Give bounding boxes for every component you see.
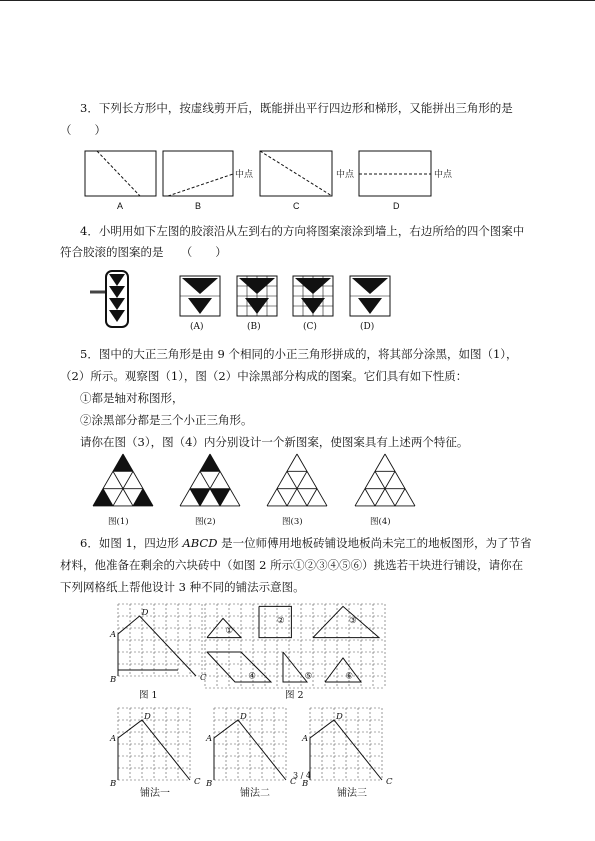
vertex-b: B bbox=[110, 779, 117, 789]
vertex-d: D bbox=[141, 608, 149, 618]
dashed-grid bbox=[118, 708, 190, 780]
q3-mark: 中点 bbox=[336, 169, 355, 179]
q5-line3: 请你在图（3），图（4）内分别设计一个新图案，使图案具有上述两个特征。 bbox=[80, 435, 469, 449]
vertex-c: C bbox=[200, 673, 207, 683]
q4-line2: 符合胶滚的图案的是 （ ） bbox=[60, 245, 227, 259]
q6-line1 bbox=[80, 536, 532, 551]
q6-method1-caption: 铺法一 bbox=[140, 788, 170, 799]
top-border bbox=[0, 0, 595, 1]
q4-option-tile bbox=[237, 276, 277, 316]
q4-option-label-a: (A) bbox=[190, 322, 204, 332]
q3-option-b bbox=[163, 151, 254, 211]
q3-option-c bbox=[260, 151, 355, 211]
q6-fig1-caption: 图 1 bbox=[139, 690, 158, 701]
vertex-d: D bbox=[336, 712, 343, 722]
q3-letter: B bbox=[195, 201, 202, 211]
dashed-grid bbox=[214, 708, 286, 780]
q3-option-a bbox=[85, 151, 156, 211]
q5-property-1: ①都是轴对称图形， bbox=[80, 391, 184, 405]
vertex-b: B bbox=[302, 779, 309, 789]
q6-method2-caption: 铺法二 bbox=[240, 788, 270, 799]
paint-roller bbox=[90, 271, 128, 327]
vertex-a: A bbox=[110, 630, 117, 640]
q5-triangle-grid bbox=[93, 454, 153, 506]
q4-option-tile bbox=[293, 276, 333, 316]
vertex-c: C bbox=[386, 777, 393, 787]
vertex-d: D bbox=[144, 712, 151, 722]
q5-figure-label: 图(3) bbox=[282, 517, 303, 527]
piece-number: ⑤ bbox=[304, 671, 313, 682]
q6-fig2-caption: 图 2 bbox=[285, 690, 304, 701]
q5-figure-label: 图(4) bbox=[370, 517, 391, 527]
vertex-c: C bbox=[290, 777, 297, 787]
q6-method3-caption: 铺法三 bbox=[337, 788, 367, 799]
piece-number: ③ bbox=[349, 616, 357, 627]
piece-number: ① bbox=[225, 625, 234, 636]
piece-number: ④ bbox=[248, 671, 256, 682]
q3-mark: 中点 bbox=[235, 169, 254, 179]
q3-option-d bbox=[359, 151, 453, 211]
q5-property-2: ②涂黑部分都是三个小正三角形。 bbox=[80, 413, 253, 427]
q5-line1: 5．图中的大正三角形是由 9 个相同的小正三角形拼成的，将其部分涂黑，如图（1）， bbox=[80, 347, 518, 361]
q5-line2: （2）所示。观察图（1），图（2）中涂黑部分构成的图案。它们具有如下性质： bbox=[60, 369, 468, 383]
q5-triangle-grid bbox=[267, 454, 327, 506]
q3-figure bbox=[80, 148, 480, 213]
vertex-b: B bbox=[110, 675, 117, 685]
q5-figure-label: 图(2) bbox=[195, 517, 216, 527]
dashed-grid bbox=[310, 708, 382, 780]
q4-option-tile bbox=[350, 276, 390, 316]
dashed-grid bbox=[205, 604, 385, 688]
q6-line3: 下列网格纸上帮他设计 3 种不同的铺法示意图。 bbox=[60, 580, 305, 594]
q6-line2: 材料，他准备在剩余的六块砖中（如图 2 所示①②③④⑤⑥）挑选若干块进行铺设，请你在 bbox=[60, 558, 524, 572]
q6-line1-end: 是一位师傅用地板砖铺设地板尚未完工的地板图形，为了节省 bbox=[217, 536, 532, 550]
q4-option-label-b: (B) bbox=[247, 322, 261, 332]
vertex-b: B bbox=[206, 779, 213, 789]
q4-option-tile bbox=[180, 276, 220, 316]
q6-line1-start: 6．如图 1，四边形 bbox=[80, 536, 183, 550]
page-number: 3 / 4 bbox=[293, 771, 311, 780]
dashed-grid bbox=[118, 604, 202, 676]
q4-option-label-d: (D) bbox=[360, 322, 375, 332]
vertex-d: D bbox=[240, 712, 247, 722]
q5-triangle-grid bbox=[180, 454, 240, 506]
q3-text: 3．下列长方形中，按虚线剪开后，既能拼出平行四边形和梯形，又能拼出三角形的是 bbox=[80, 101, 513, 115]
q5-triangle-grid bbox=[355, 454, 415, 506]
piece-number: ② bbox=[277, 616, 285, 627]
vertex-a: A bbox=[302, 734, 309, 744]
q5-figure bbox=[88, 452, 448, 530]
q3-mark: 中点 bbox=[434, 169, 453, 179]
piece-number: ⑥ bbox=[345, 671, 354, 682]
vertex-a: A bbox=[110, 734, 117, 744]
vertex-a: A bbox=[206, 734, 213, 744]
q6-quad-name: ABCD bbox=[182, 536, 218, 550]
q4-option-label-c: (C) bbox=[303, 322, 317, 332]
vertex-c: C bbox=[194, 777, 201, 787]
q4-line1: 4．小明用如下左图的胶滚沿从左到右的方向将图案滚涂到墙上，右边所给的四个图案中 bbox=[80, 224, 525, 238]
q3-letter: D bbox=[393, 201, 400, 211]
q3-answer-paren: （ ） bbox=[60, 123, 106, 137]
q3-letter: C bbox=[293, 201, 300, 211]
q3-letter: A bbox=[117, 201, 124, 211]
q5-figure-label: 图(1) bbox=[108, 517, 129, 527]
